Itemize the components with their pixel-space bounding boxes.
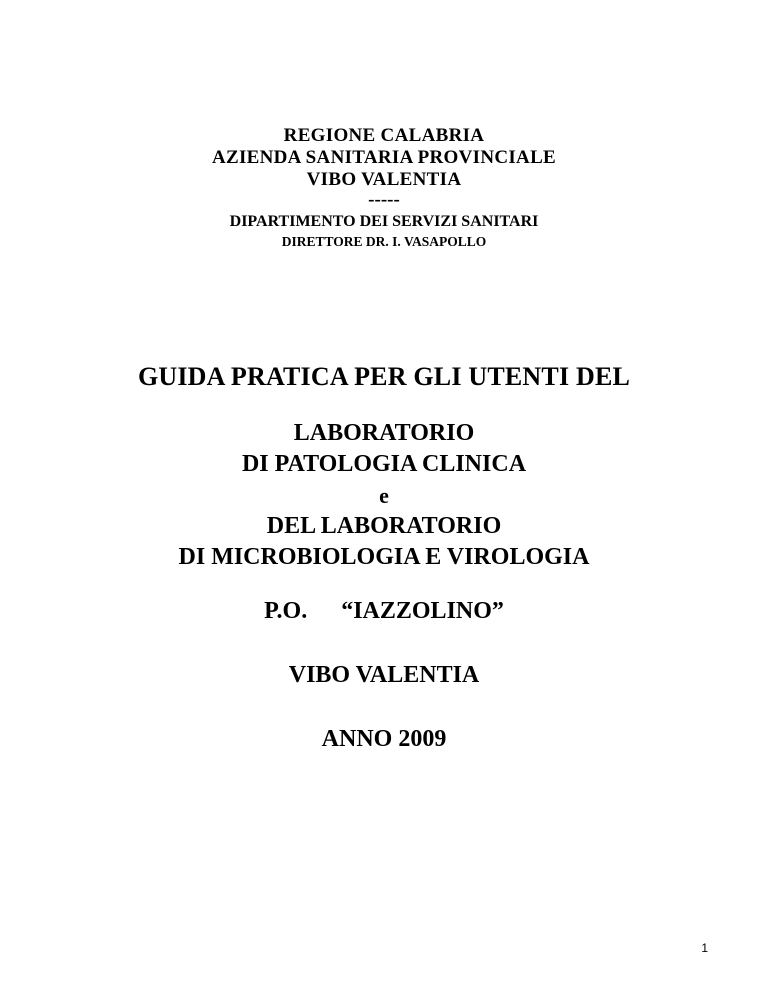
hospital-prefix: P.O. — [264, 598, 308, 624]
department-name: DIPARTIMENTO DEI SERVIZI SANITARI — [229, 213, 539, 230]
region-name: REGIONE CALABRIA — [283, 125, 485, 146]
lab-title-line-2: DI PATOLOGIA CLINICA — [241, 451, 527, 477]
agency-name: AZIENDA SANITARIA PROVINCIALE — [211, 147, 557, 168]
document-header — [0, 125, 768, 250]
header-separator: ----- — [368, 189, 400, 210]
page-number: 1 — [701, 941, 708, 955]
hospital-name: “IAZZOLINO” — [341, 598, 504, 624]
lab-title-line-4: DI MICROBIOLOGIA E VIROLOGIA — [178, 544, 590, 570]
lab-title-line-3: DEL LABORATORIO — [266, 513, 502, 539]
lab-title-conjunction: e — [379, 483, 389, 508]
header-city: VIBO VALENTIA — [306, 169, 462, 190]
year: ANNO 2009 — [321, 726, 447, 752]
guide-title: GUIDA PRATICA PER GLI UTENTI DEL — [137, 362, 631, 391]
lab-title-line-1: LABORATORIO — [293, 420, 475, 446]
location: VIBO VALENTIA — [288, 662, 480, 688]
laboratory-titles — [0, 418, 768, 573]
hospital-line — [0, 596, 768, 626]
director-name: DIRETTORE DR. I. VASAPOLLO — [281, 234, 487, 249]
